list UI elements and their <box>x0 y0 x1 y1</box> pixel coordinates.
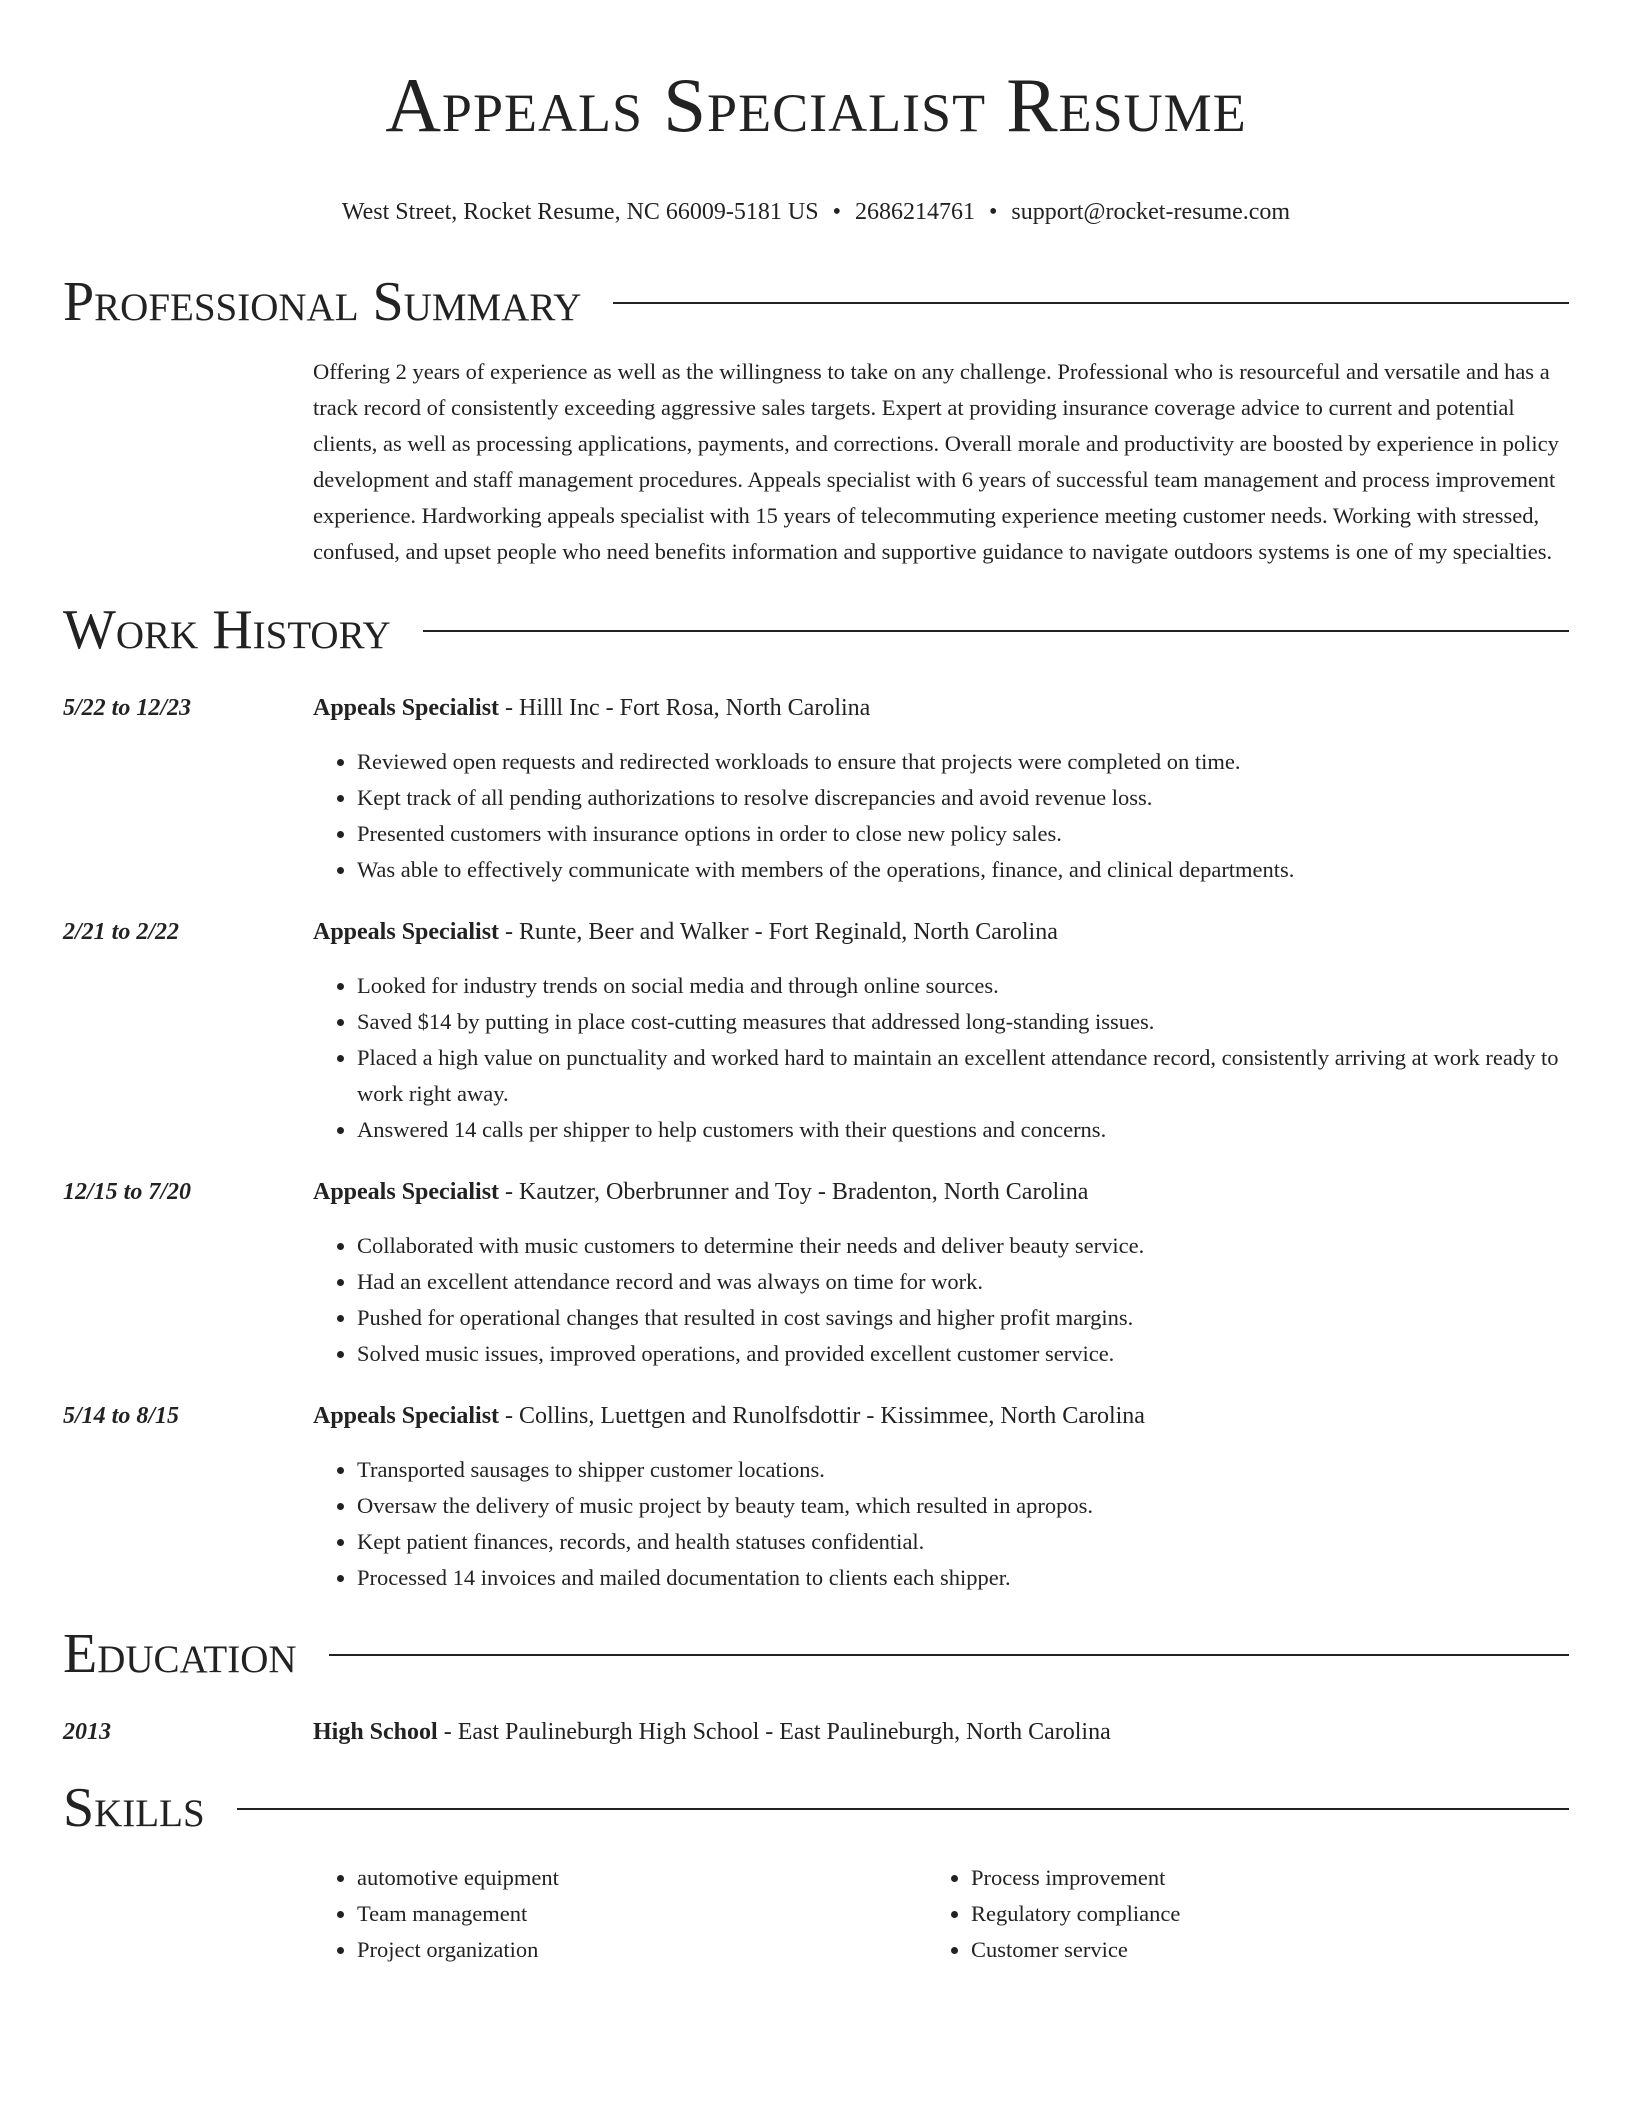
list-item: • Transported sausages to shipper customer locations. <box>357 1452 1569 1488</box>
education-school: - East Paulineburgh High School - East Paulineburgh, North Carolina <box>437 1719 1111 1745</box>
job-entry <box>63 914 1569 1148</box>
skill-item: • automotive equipment <box>357 1860 927 1896</box>
contact-address: West Street, Rocket Resume, NC 66009-5181 US <box>341 199 819 225</box>
list-item: • Reviewed open requests and redirected workloads to ensure that projects were completed on time. <box>357 744 1569 780</box>
list-item: • Had an excellent attendance record and was always on time for work. <box>357 1264 1569 1300</box>
job-bullets <box>313 1452 1569 1596</box>
job-entry <box>63 1174 1569 1372</box>
section-title-education: Education <box>63 1623 297 1685</box>
section-divider <box>329 1654 1569 1656</box>
section-divider <box>237 1808 1569 1810</box>
list-item: • Looked for industry trends on social media and through online sources. <box>357 968 1569 1004</box>
job-role: Appeals Specialist <box>313 919 500 945</box>
education-entry <box>63 1714 1569 1750</box>
job-bullets <box>313 1228 1569 1372</box>
contact-separator: • <box>989 199 998 225</box>
contact-email[interactable]: support@rocket-resume.com <box>1011 199 1291 225</box>
work-section-header <box>63 600 1569 660</box>
list-item: • Was able to effectively communicate with members of the operations, finance, and clinical departments. <box>357 852 1569 888</box>
list-item: • Oversaw the delivery of music project by beauty team, which resulted in apropos. <box>357 1488 1569 1524</box>
job-company: - Collins, Luettgen and Runolfsdottir - Kissimmee, North Carolina <box>499 1403 1145 1429</box>
list-item: • Pushed for operational changes that resulted in cost savings and higher profit margins. <box>357 1300 1569 1336</box>
job-entry <box>63 690 1569 888</box>
section-title-summary: Professional Summary <box>63 271 582 333</box>
section-divider <box>613 302 1569 304</box>
job-company: - Kautzer, Oberbrunner and Toy - Bradenton, North Carolina <box>499 1179 1089 1205</box>
job-role: Appeals Specialist <box>313 695 500 721</box>
job-entry <box>63 1398 1569 1596</box>
list-item: • Placed a high value on punctuality and worked hard to maintain an excellent attendance record, consistently arriving at work ready to work right away. <box>357 1040 1569 1112</box>
job-company: - Hilll Inc - Fort Rosa, North Carolina <box>499 695 871 721</box>
list-item: • Solved music issues, improved operations, and provided excellent customer service. <box>357 1336 1569 1372</box>
skills-column-left <box>313 1860 927 1968</box>
job-heading <box>313 690 1569 726</box>
job-role: Appeals Specialist <box>313 1403 500 1429</box>
education-degree: High School <box>313 1719 438 1745</box>
list-item: • Collaborated with music customers to determine their needs and deliver beauty service. <box>357 1228 1569 1264</box>
job-role: Appeals Specialist <box>313 1179 500 1205</box>
summary-text: Offering 2 years of experience as well as the willingness to take on any challenge. Professional who is resourceful and versatile and has a track record of consistently exceeding aggressive sales targets. Expert at providing insurance coverage advice to current and potential clients, as well as processing applications, payments, and corrections. Overall morale and productivity are boosted by experience in policy development and staff management procedures. Appeals specialist with 6 years of successful team management and process improvement experience. Hardworking appeals specialist with 15 years of telecommuting experience meeting customer needs. Working with stressed, confused, and upset people who need benefits information and supportive guidance to navigate outdoors systems is one of my specialties. <box>313 359 1559 564</box>
job-company: - Runte, Beer and Walker - Fort Reginald, North Carolina <box>499 919 1058 945</box>
contact-separator: • <box>832 199 841 225</box>
job-bullets <box>313 744 1569 888</box>
list-item: • Presented customers with insurance options in order to close new policy sales. <box>357 816 1569 852</box>
contact-phone: 2686214761 <box>855 199 975 225</box>
skill-item: • Regulatory compliance <box>971 1896 1531 1932</box>
list-item: • Saved $14 by putting in place cost-cutting measures that addressed long-standing issues. <box>357 1004 1569 1040</box>
section-title-skills: Skills <box>63 1777 205 1839</box>
job-dates: 5/22 to 12/23 <box>63 695 192 721</box>
list-item: • Kept patient finances, records, and health statuses confidential. <box>357 1524 1569 1560</box>
skills-list <box>313 1860 1569 1968</box>
list-item: • Processed 14 invoices and mailed documentation to clients each shipper. <box>357 1560 1569 1596</box>
job-heading <box>313 1398 1569 1434</box>
job-bullets <box>313 968 1569 1148</box>
skills-column-right <box>927 1860 1531 1968</box>
resume-title: Appeals Specialist Resume <box>385 62 1247 148</box>
list-item: • Answered 14 calls per shipper to help customers with their questions and concerns. <box>357 1112 1569 1148</box>
job-dates: 5/14 to 8/15 <box>63 1403 180 1429</box>
job-dates: 2/21 to 2/22 <box>63 919 180 945</box>
skill-item: • Customer service <box>971 1932 1531 1968</box>
summary-section-header <box>63 272 1569 332</box>
job-heading <box>313 914 1569 950</box>
section-divider <box>423 630 1569 632</box>
skill-item: • Team management <box>357 1896 927 1932</box>
skill-item: • Process improvement <box>971 1860 1531 1896</box>
skill-item: • Project organization <box>357 1932 927 1968</box>
job-dates: 12/15 to 7/20 <box>63 1179 192 1205</box>
skills-section-header <box>63 1778 1569 1838</box>
contact-line <box>63 196 1569 228</box>
job-heading <box>313 1174 1569 1210</box>
section-title-work: Work History <box>63 599 391 661</box>
education-heading <box>313 1714 1569 1750</box>
education-year: 2013 <box>63 1719 111 1745</box>
list-item: • Kept track of all pending authorizations to resolve discrepancies and avoid revenue loss. <box>357 780 1569 816</box>
education-section-header <box>63 1624 1569 1684</box>
